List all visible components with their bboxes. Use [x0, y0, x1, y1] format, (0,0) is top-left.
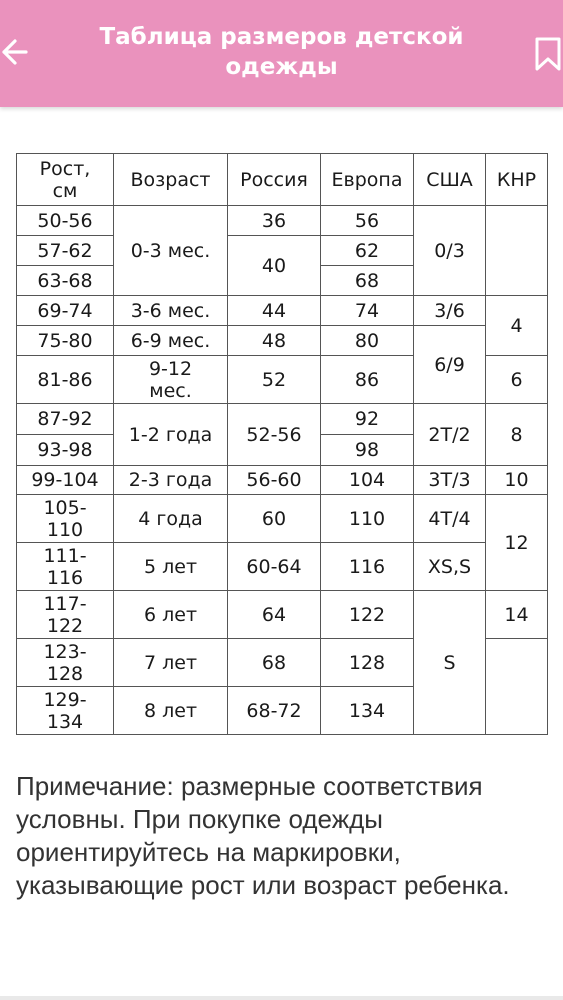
cell-age: 6 лет — [114, 591, 228, 639]
cell-europe: 128 — [321, 639, 414, 687]
header-russia: Россия — [228, 154, 321, 206]
table-row — [17, 404, 548, 435]
cell-china: 12 — [486, 495, 548, 591]
cell-height: 50-56 — [17, 206, 114, 236]
cell-age: 6-9 мес. — [114, 326, 228, 356]
cell-usa: 2T/2 — [414, 404, 486, 466]
cell-china: 8 — [486, 404, 548, 466]
cell-europe: 80 — [321, 326, 414, 356]
cell-china: 4 — [486, 296, 548, 356]
cell-age: 9-12 мес. — [114, 356, 228, 404]
cell-russia: 60-64 — [228, 543, 321, 591]
table-row — [17, 326, 548, 356]
cell-russia: 40 — [228, 236, 321, 296]
cell-height: 93-98 — [17, 435, 114, 466]
cell-usa: 4T/4 — [414, 495, 486, 543]
cell-height: 69-74 — [17, 296, 114, 326]
cell-height: 57-62 — [17, 236, 114, 266]
cell-europe: 134 — [321, 687, 414, 735]
header-height: Рост, см — [17, 154, 114, 206]
cell-russia: 36 — [228, 206, 321, 236]
cell-age: 4 года — [114, 495, 228, 543]
cell-europe: 68 — [321, 266, 414, 296]
note-text: Примечание: размерные соответствия условны. При покупке одежды ориентируйтесь на маркировки, указывающие рост или возраст ребенка. — [16, 771, 510, 900]
table-header-row — [17, 154, 548, 206]
header-usa: США — [414, 154, 486, 206]
bookmark-icon — [532, 36, 563, 72]
cell-russia: 68 — [228, 639, 321, 687]
cell-height: 129-134 — [17, 687, 114, 735]
cell-age: 1-2 года — [114, 404, 228, 466]
back-button[interactable] — [0, 34, 32, 70]
cell-height: 105-110 — [17, 495, 114, 543]
cell-height: 87-92 — [17, 404, 114, 435]
cell-europe: 86 — [321, 356, 414, 404]
cell-russia: 60 — [228, 495, 321, 543]
table-row — [17, 543, 548, 591]
app-header — [0, 0, 563, 107]
cell-europe: 122 — [321, 591, 414, 639]
bookmark-button[interactable] — [532, 36, 563, 72]
cell-europe: 98 — [321, 435, 414, 466]
cell-europe: 74 — [321, 296, 414, 326]
cell-russia: 68-72 — [228, 687, 321, 735]
cell-russia: 52-56 — [228, 404, 321, 466]
cell-russia: 44 — [228, 296, 321, 326]
cell-age: 2-3 года — [114, 466, 228, 495]
cell-europe: 104 — [321, 466, 414, 495]
cell-age: 8 лет — [114, 687, 228, 735]
page-title: Таблица размеров детской одежды — [99, 24, 464, 80]
cell-age: 5 лет — [114, 543, 228, 591]
cell-china: 6 — [486, 356, 548, 404]
table-row — [17, 296, 548, 326]
bottom-divider — [0, 996, 563, 1000]
cell-russia: 52 — [228, 356, 321, 404]
size-table — [16, 153, 548, 735]
header-age: Возраст — [114, 154, 228, 206]
cell-height: 75-80 — [17, 326, 114, 356]
cell-europe: 56 — [321, 206, 414, 236]
cell-usa: 3/6 — [414, 296, 486, 326]
table-row — [17, 495, 548, 543]
table-row — [17, 466, 548, 495]
cell-china — [486, 206, 548, 296]
cell-china: 10 — [486, 466, 548, 495]
cell-russia: 48 — [228, 326, 321, 356]
cell-height: 123-128 — [17, 639, 114, 687]
cell-age: 7 лет — [114, 639, 228, 687]
header-china: КНР — [486, 154, 548, 206]
table-row — [17, 206, 548, 236]
table-row — [17, 591, 548, 639]
cell-height: 81-86 — [17, 356, 114, 404]
cell-height: 117-122 — [17, 591, 114, 639]
arrow-left-icon — [0, 34, 32, 70]
cell-europe: 62 — [321, 236, 414, 266]
header-europe: Европа — [321, 154, 414, 206]
cell-china: 14 — [486, 591, 548, 639]
cell-usa: 3T/3 — [414, 466, 486, 495]
cell-height: 99-104 — [17, 466, 114, 495]
cell-age: 3-6 мес. — [114, 296, 228, 326]
cell-usa: 6/9 — [414, 326, 486, 404]
cell-usa: S — [414, 591, 486, 735]
cell-russia: 56-60 — [228, 466, 321, 495]
cell-height: 63-68 — [17, 266, 114, 296]
cell-age: 0-3 мес. — [114, 206, 228, 296]
cell-china — [486, 639, 548, 735]
cell-russia: 64 — [228, 591, 321, 639]
cell-usa: XS,S — [414, 543, 486, 591]
cell-height: 111-116 — [17, 543, 114, 591]
cell-usa: 0/3 — [414, 206, 486, 296]
cell-europe: 110 — [321, 495, 414, 543]
cell-europe: 116 — [321, 543, 414, 591]
cell-europe: 92 — [321, 404, 414, 435]
